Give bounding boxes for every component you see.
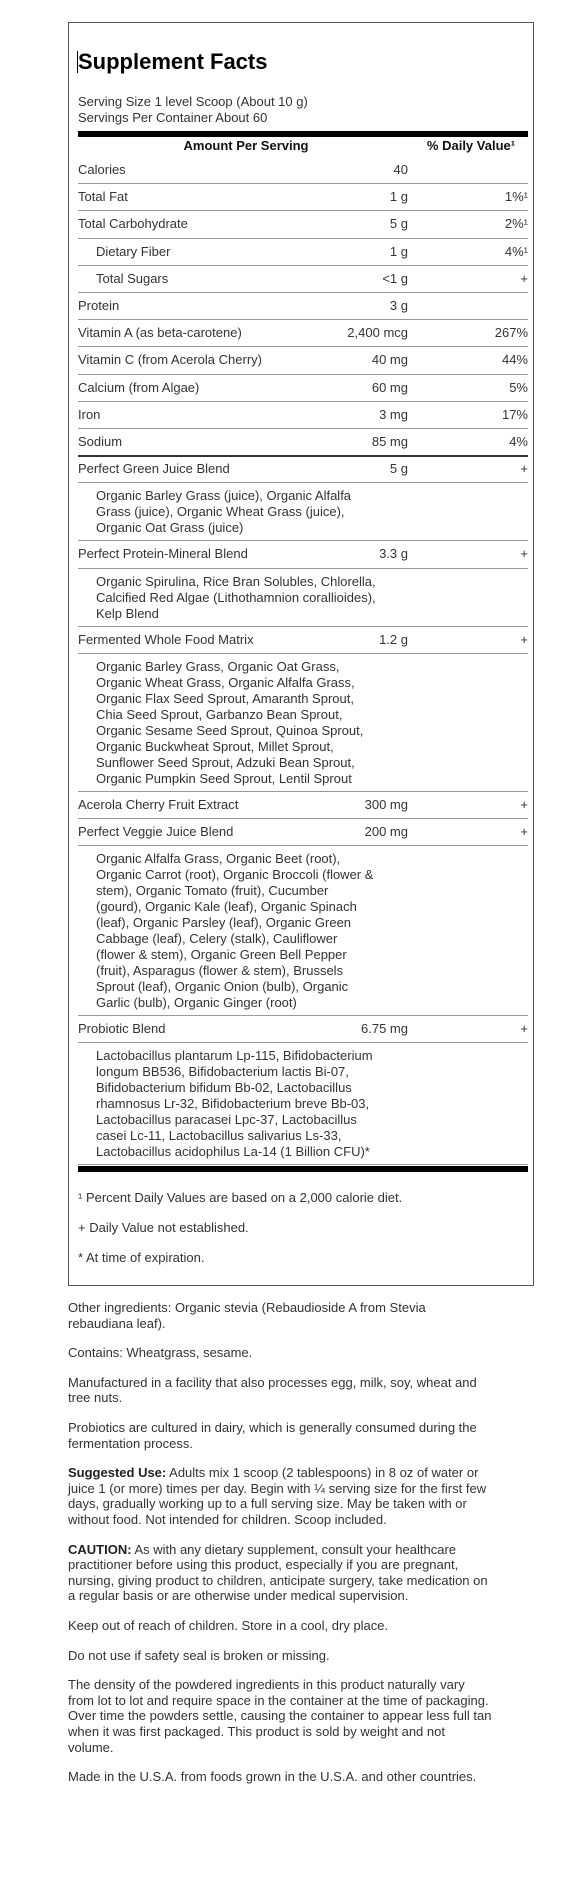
- paragraph-line: rebaudiana leaf).: [68, 1315, 166, 1331]
- row-amount: 40: [393, 162, 408, 177]
- paragraph-line: CAUTION: As with any dietary supplement, consult your healthcare: [68, 1541, 457, 1557]
- row-divider: [78, 401, 528, 402]
- table-header: [78, 138, 528, 154]
- header-amount: Amount Per Serving: [183, 138, 309, 153]
- ingredient-line: longum BB536, Bifidobacterium lactis Bi-07,: [96, 1064, 349, 1080]
- row-daily-value: +: [520, 824, 528, 839]
- row-divider: [78, 374, 528, 375]
- row-label: Vitamin A (as beta-carotene): [78, 325, 242, 341]
- ingredient-line: Organic Wheat Grass, Organic Alfalfa Grass,: [96, 674, 355, 690]
- serving-size: Serving Size 1 level Scoop (About 10 g): [78, 94, 308, 109]
- row-daily-value: 44%: [501, 352, 528, 368]
- ingredient-line: (flower & stem), Organic Green Bell Pepper: [96, 947, 347, 963]
- ingredient-line: Kelp Blend: [96, 605, 159, 621]
- row-divider: [78, 1042, 528, 1043]
- row-label: Perfect Veggie Juice Blend: [78, 824, 234, 839]
- suggested-use: [68, 1465, 538, 1527]
- row-label: Total Sugars: [96, 270, 169, 286]
- row-daily-value: 17%: [501, 406, 528, 422]
- serving-info: [78, 94, 308, 126]
- ingredient-line: Bifidobacterium bifidum Bb-02, Lactobacillus: [96, 1080, 352, 1096]
- row-divider: [78, 319, 528, 320]
- row-daily-value: 5%: [509, 379, 528, 395]
- paragraph-line: fermentation process.: [68, 1435, 194, 1451]
- row-divider: [78, 540, 528, 541]
- ingredient-line: Organic Barley Grass (juice), Organic Alfalfa: [96, 488, 352, 504]
- row-divider: [78, 346, 528, 347]
- row-divider: [78, 210, 528, 211]
- row-divider: [78, 568, 528, 569]
- row-divider: [78, 265, 528, 266]
- footnote-line: + Daily Value not established.: [78, 1220, 249, 1236]
- probiotics-notice: [68, 1420, 538, 1451]
- paragraph-line: Other ingredients: Organic stevia (Rebaudioside A from Stevia: [68, 1300, 426, 1315]
- ingredient-line: Organic Buckwheat Sprout, Millet Sprout,: [96, 738, 334, 754]
- row-label: Probiotic Blend: [78, 1021, 166, 1037]
- paragraph-line: without food. Not intended for children. Scoop included.: [68, 1511, 387, 1527]
- row-divider: [78, 1164, 528, 1165]
- row-divider: [78, 791, 528, 792]
- ingredient-line: Organic Sesame Seed Sprout, Quinoa Sprout,: [96, 722, 364, 738]
- ingredient-line: Sunflower Seed Sprout, Adzuki Bean Sprout,: [96, 754, 355, 770]
- row-amount: 1 g: [389, 189, 408, 205]
- row-label: Iron: [78, 406, 101, 422]
- row-daily-value: +: [520, 461, 528, 477]
- paragraph-line: days, gradually working up to a full serving size. May be taken with or: [68, 1496, 467, 1512]
- paragraph-line: Manufactured in a facility that also processes egg, milk, soy, wheat and: [68, 1374, 477, 1390]
- paragraph-line: when it was first packaged. This product is sold by weight and not: [68, 1723, 445, 1739]
- ingredient-line: (fruit), Asparagus (flower & stem), Brussels: [96, 963, 344, 979]
- row-divider: [78, 653, 528, 654]
- ingredient-line: stem), Organic Tomato (fruit), Cucumber: [96, 883, 329, 899]
- blend-ingredients: [96, 488, 416, 536]
- paragraph-line: Over time the powders settle, causing the container to appear less full tan: [68, 1708, 492, 1724]
- row-amount: 1 g: [389, 243, 408, 259]
- made-in-notice: [68, 1769, 538, 1785]
- row-amount: 200 mg: [364, 824, 408, 839]
- ingredient-line: Lactobacillus paracasei Lpc-37, Lactobacillus: [96, 1112, 357, 1128]
- ingredient-line: rhamnosus Lr-32, Bifidobacterium breve Bb-03,: [96, 1096, 370, 1112]
- ingredient-line: Garlic (bulb), Organic Ginger (root): [96, 995, 297, 1011]
- ingredient-line: Organic Barley Grass, Organic Oat Grass,: [96, 658, 340, 674]
- paragraph-line: tree nuts.: [68, 1390, 123, 1406]
- row-amount: 3.3 g: [379, 546, 408, 562]
- row-daily-value: 1%¹: [504, 189, 528, 205]
- row-divider: [78, 428, 528, 429]
- row-label: Dietary Fiber: [96, 243, 171, 259]
- row-divider: [78, 455, 528, 457]
- ingredient-line: Organic Carrot (root), Organic Broccoli (flower &: [96, 867, 374, 883]
- row-daily-value: +: [520, 631, 528, 647]
- footnote-line: * At time of expiration.: [78, 1250, 205, 1266]
- row-daily-value: +: [520, 270, 528, 286]
- paragraph-line: juice 1 (or more) times per day. Begin with ¼ serving size for the first few: [68, 1480, 487, 1496]
- ingredient-line: Calcified Red Algae (Lithothamnion corallioides),: [96, 589, 376, 605]
- ingredient-line: Grass (juice), Organic Wheat Grass (juice),: [96, 504, 345, 520]
- row-amount: 85 mg: [371, 434, 408, 449]
- paragraph-line: Do not use if safety seal is broken or missing.: [68, 1647, 330, 1663]
- footnote-line: ¹ Percent Daily Values are based on a 2,000 calorie diet.: [78, 1190, 403, 1206]
- header-daily-value: % Daily Value¹: [426, 138, 516, 153]
- safety-seal-notice: [68, 1648, 538, 1664]
- row-daily-value: +: [520, 796, 528, 812]
- bottom-divider: [78, 1166, 528, 1172]
- row-label: Protein: [78, 298, 120, 313]
- row-divider: [78, 626, 528, 627]
- paragraph-line: from lot to lot and require space in the container at the time of packaging.: [68, 1692, 489, 1708]
- row-divider: [78, 482, 528, 483]
- ingredient-line: (leaf), Organic Parsley (leaf), Organic Green: [96, 915, 352, 931]
- paragraph-line: The density of the powdered ingredients in this product naturally vary: [68, 1677, 465, 1693]
- header-divider: [78, 131, 528, 137]
- row-divider: [78, 183, 528, 184]
- row-amount: 60 mg: [371, 379, 408, 395]
- paragraph-label: Suggested Use:: [68, 1465, 167, 1481]
- row-daily-value: 2%¹: [504, 216, 528, 232]
- blend-ingredients: [96, 574, 416, 622]
- row-amount: 300 mg: [364, 796, 408, 812]
- row-label: Sodium: [78, 434, 123, 449]
- paragraph-line: Suggested Use: Adults mix 1 scoop (2 tablespoons) in 8 oz of water or: [68, 1465, 479, 1481]
- row-divider: [78, 292, 528, 293]
- row-amount: 3 mg: [379, 406, 408, 422]
- caution-notice: [68, 1542, 538, 1604]
- ingredient-line: Organic Flax Seed Sprout, Amaranth Sprout,: [96, 690, 354, 706]
- row-amount: 5 g: [389, 216, 408, 232]
- row-amount: 6.75 mg: [361, 1021, 408, 1037]
- row-amount: 2,400 mcg: [347, 325, 408, 341]
- row-label: Total Carbohydrate: [78, 216, 188, 232]
- ingredient-line: Lactobacillus acidophilus La-14 (1 Billion CFU)*: [96, 1144, 370, 1160]
- ingredient-line: Organic Alfalfa Grass, Organic Beet (root),: [96, 851, 341, 867]
- row-daily-value: 4%: [509, 434, 528, 449]
- storage-notice: [68, 1618, 538, 1634]
- paragraph-line: a regular basis or are otherwise under medical supervision.: [68, 1588, 409, 1604]
- row-divider: [78, 1015, 528, 1016]
- paragraph-line: volume.: [68, 1739, 114, 1755]
- row-amount: <1 g: [382, 270, 408, 286]
- row-amount: 40 mg: [371, 352, 408, 368]
- contains-allergens: [68, 1345, 538, 1361]
- row-divider: [78, 818, 528, 819]
- row-daily-value: 267%: [494, 325, 528, 341]
- facility-notice: [68, 1375, 538, 1406]
- density-notice: [68, 1677, 538, 1755]
- row-label: Calories: [78, 162, 126, 177]
- paragraph-line: practitioner before using this product, especially if you are pregnant,: [68, 1557, 459, 1573]
- row-divider: [78, 845, 528, 846]
- ingredient-line: casei Lc-11, Lactobacillus salivarius Ls-33,: [96, 1128, 342, 1144]
- paragraph-line: Keep out of reach of children. Store in a cool, dry place.: [68, 1618, 389, 1633]
- paragraph-line: nursing, giving product to children, anticipate surgery, take medication on: [68, 1572, 488, 1588]
- row-amount: 3 g: [389, 298, 408, 313]
- paragraph-label: CAUTION:: [68, 1541, 132, 1557]
- ingredient-line: Sprout (leaf), Organic Onion (bulb), Organic: [96, 979, 349, 995]
- ingredient-line: Organic Oat Grass (juice): [96, 520, 244, 536]
- row-label: Perfect Protein-Mineral Blend: [78, 546, 248, 562]
- row-label: Calcium (from Algae): [78, 379, 200, 395]
- blend-ingredients: [96, 659, 416, 787]
- ingredient-line: (gourd), Organic Kale (leaf), Organic Spinach: [96, 899, 357, 915]
- panel-title: Supplement Facts: [78, 49, 268, 74]
- other-ingredients: [68, 1300, 538, 1331]
- paragraph-line: Contains: Wheatgrass, sesame.: [68, 1345, 253, 1361]
- paragraph-line: Made in the U.S.A. from foods grown in the U.S.A. and other countries.: [68, 1769, 477, 1785]
- row-divider: [78, 238, 528, 239]
- ingredient-line: Lactobacillus plantarum Lp-115, Bifidobacterium: [96, 1048, 373, 1064]
- row-label: Acerola Cherry Fruit Extract: [78, 796, 239, 812]
- row-label: Fermented Whole Food Matrix: [78, 631, 254, 647]
- ingredient-line: Cabbage (leaf), Celery (stalk), Cauliflower: [96, 931, 338, 947]
- row-daily-value: +: [520, 1021, 528, 1037]
- ingredient-line: Organic Pumpkin Seed Sprout, Lentil Sprout: [96, 770, 352, 786]
- row-label: Total Fat: [78, 189, 128, 205]
- row-label: Vitamin C (from Acerola Cherry): [78, 352, 262, 368]
- ingredient-line: Organic Spirulina, Rice Bran Solubles, Chlorella,: [96, 573, 376, 589]
- supplement-facts-panel: [68, 22, 534, 1286]
- row-daily-value: 4%¹: [504, 243, 528, 259]
- blend-ingredients: [96, 851, 416, 1011]
- row-daily-value: +: [520, 546, 528, 562]
- servings-per-container: Servings Per Container About 60: [78, 110, 268, 125]
- row-amount: 1.2 g: [379, 631, 408, 647]
- row-label: Perfect Green Juice Blend: [78, 461, 230, 477]
- row-amount: 5 g: [389, 461, 408, 477]
- ingredient-line: Chia Seed Sprout, Garbanzo Bean Sprout,: [96, 706, 343, 722]
- blend-ingredients: [96, 1048, 416, 1160]
- paragraph-line: Probiotics are cultured in dairy, which is generally consumed during the: [68, 1420, 477, 1435]
